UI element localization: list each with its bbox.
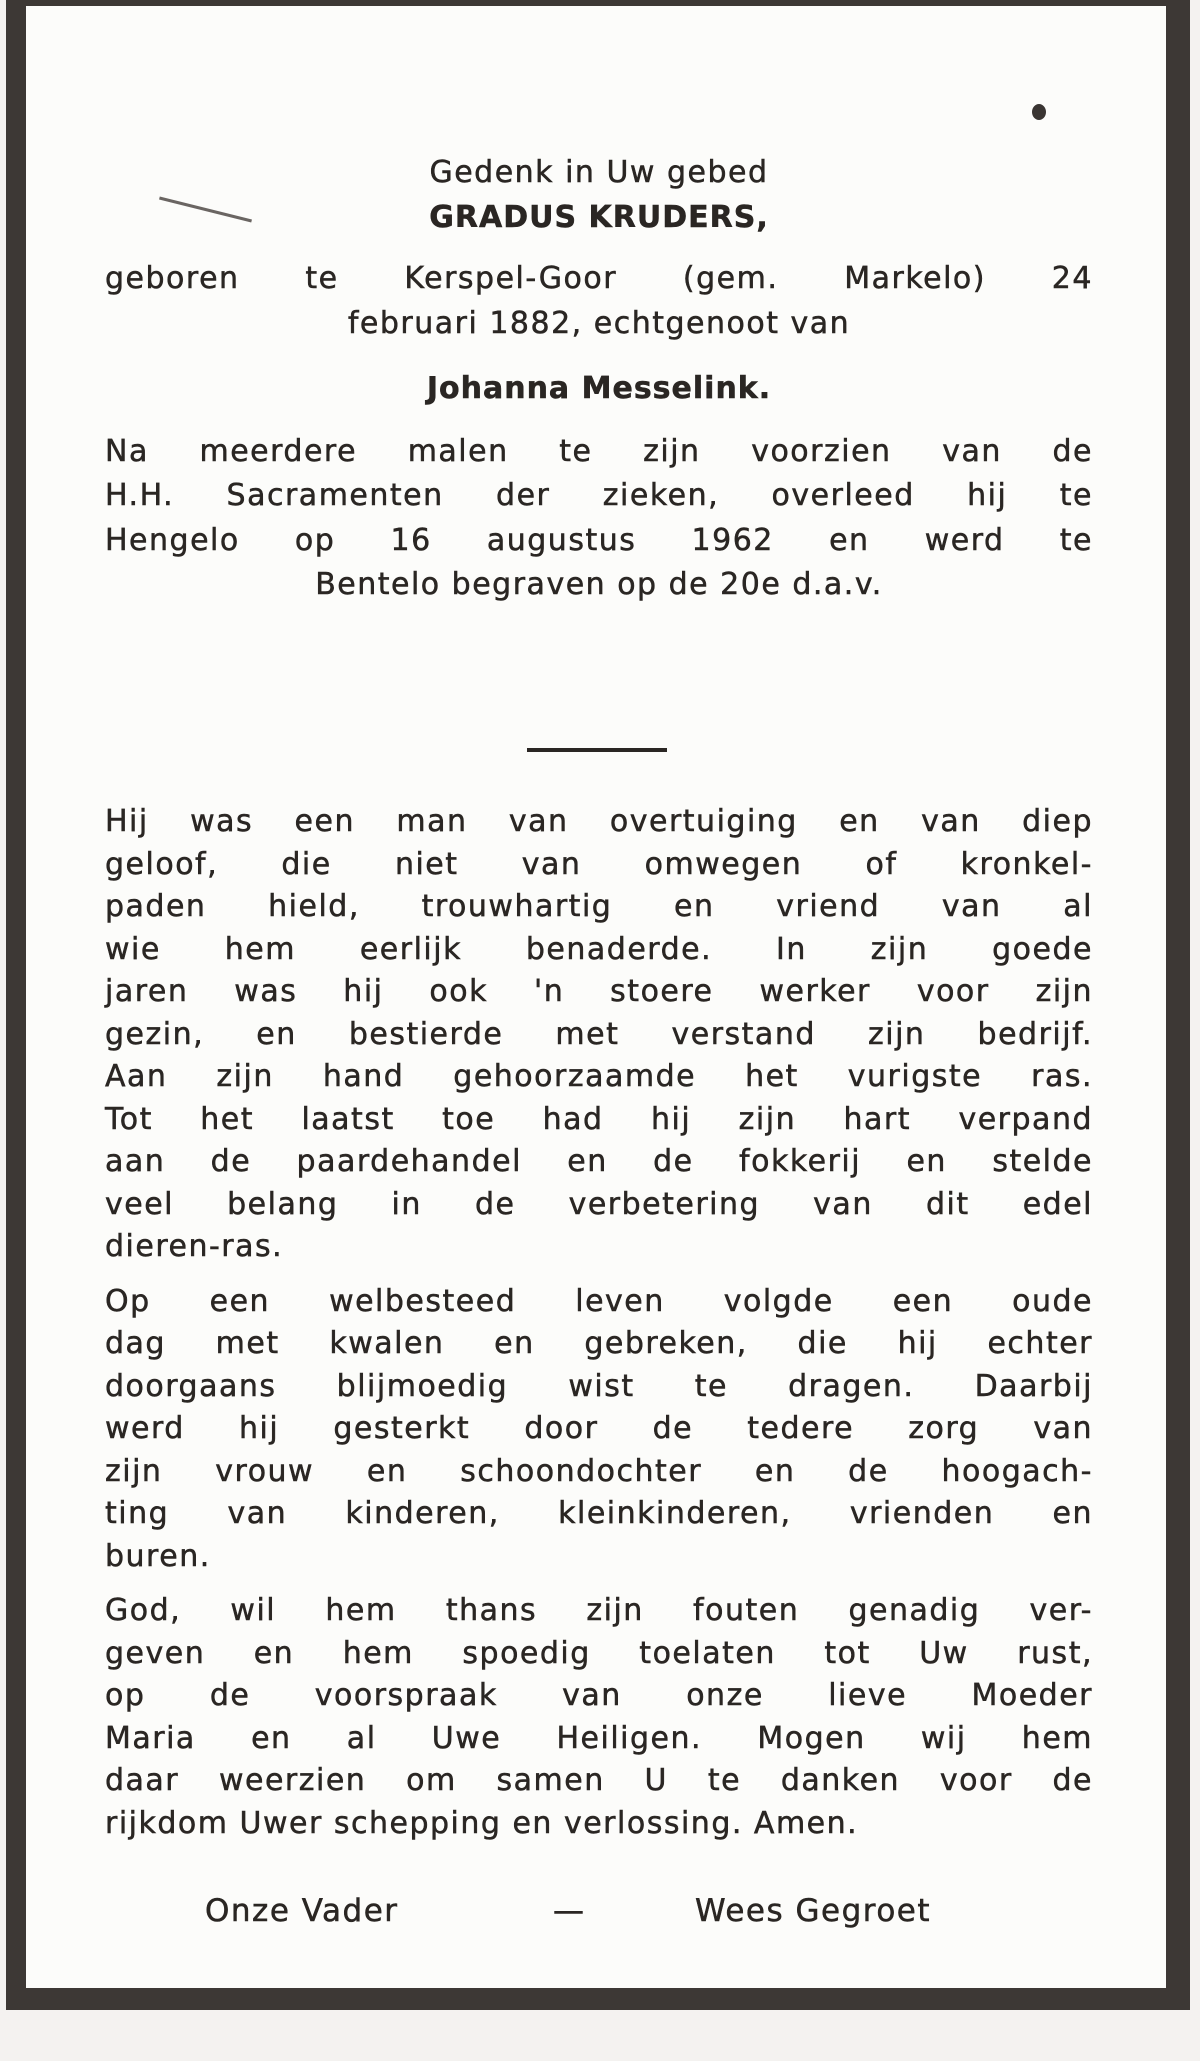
birth-line: februari 1882, echtgenoot van	[347, 306, 851, 341]
spouse-name: Johanna Messelink.	[426, 371, 772, 406]
paragraph-line: buren.	[105, 1538, 211, 1574]
paragraph-line: geven en hem spoedig toelaten tot Uw rust,	[105, 1635, 1093, 1671]
paragraph-line: God, wil hem thans zijn fouten genadig ver-	[105, 1593, 1093, 1628]
paragraph-line: Op een welbesteed leven volgde een oude	[105, 1283, 1093, 1319]
paragraph-line: zijn vrouw en schoondochter en de hoogach-	[105, 1453, 1093, 1489]
divider-rule	[527, 748, 667, 752]
paragraph-line: doorgaans blijmoedig wist te dragen. Daarbij	[105, 1368, 1093, 1404]
paragraph-line: daar weerzien om samen U te danken voor de	[105, 1763, 1093, 1798]
paragraph-line: werd hij gesterkt door de tedere zorg van	[105, 1411, 1093, 1446]
paragraph-line: dieren-ras.	[105, 1229, 284, 1264]
paragraph-line: Aan zijn hand gehoorzaamde het vurigste ras.	[105, 1059, 1093, 1094]
death-line: Hengelo op 16 augustus 1962 en werd te	[105, 523, 1093, 558]
ink-spot	[1032, 104, 1046, 120]
paragraph-line: geloof, die niet van omwegen of kronkel-	[105, 846, 1093, 882]
paragraph-line: wie hem eerlijk benaderde. In zijn goede	[105, 931, 1093, 967]
paragraph-line: jaren was hij ook 'n stoere werker voor zijn	[105, 974, 1093, 1009]
paragraph-line: rijkdom Uwer schepping en verlossing. Amen.	[105, 1805, 859, 1841]
paragraph-line: ting van kinderen, kleinkinderen, vrienden en	[105, 1496, 1093, 1531]
closing-dash: —	[553, 1893, 586, 1929]
intro-text: Gedenk in Uw gebed	[429, 155, 769, 190]
paragraph-line: paden hield, trouwhartig en vriend van al	[105, 889, 1093, 924]
paragraph-line: Hij was een man van overtuiging en van diep	[105, 804, 1093, 839]
paragraph-line: aan de paardehandel en de fokkerij en stelde	[105, 1144, 1093, 1179]
death-line: H.H. Sacramenten der zieken, overleed hij te	[105, 478, 1093, 513]
paragraph-line: dag met kwalen en gebreken, die hij echter	[105, 1326, 1093, 1361]
deceased-name: GRADUS KRUDERS,	[429, 200, 769, 235]
paragraph-line: gezin, en bestierde met verstand zijn bedrijf.	[105, 1016, 1093, 1052]
death-line: Na meerdere malen te zijn voorzien van de	[105, 434, 1093, 469]
closing-prayer-left: Onze Vader	[205, 1893, 399, 1929]
death-line: Bentelo begraven op de 20e d.a.v.	[315, 567, 883, 602]
closing-prayer-right: Wees Gegroet	[695, 1893, 932, 1929]
paragraph-line: veel belang in de verbetering van dit edel	[105, 1186, 1093, 1222]
paragraph-line: Tot het laatst toe had hij zijn hart verpand	[105, 1101, 1093, 1137]
paragraph-line: op de voorspraak van onze lieve Moeder	[105, 1678, 1093, 1713]
paragraph-line: Maria en al Uwe Heiligen. Mogen wij hem	[105, 1720, 1093, 1756]
birth-line: geboren te Kerspel-Goor (gem. Markelo) 24	[105, 261, 1093, 296]
